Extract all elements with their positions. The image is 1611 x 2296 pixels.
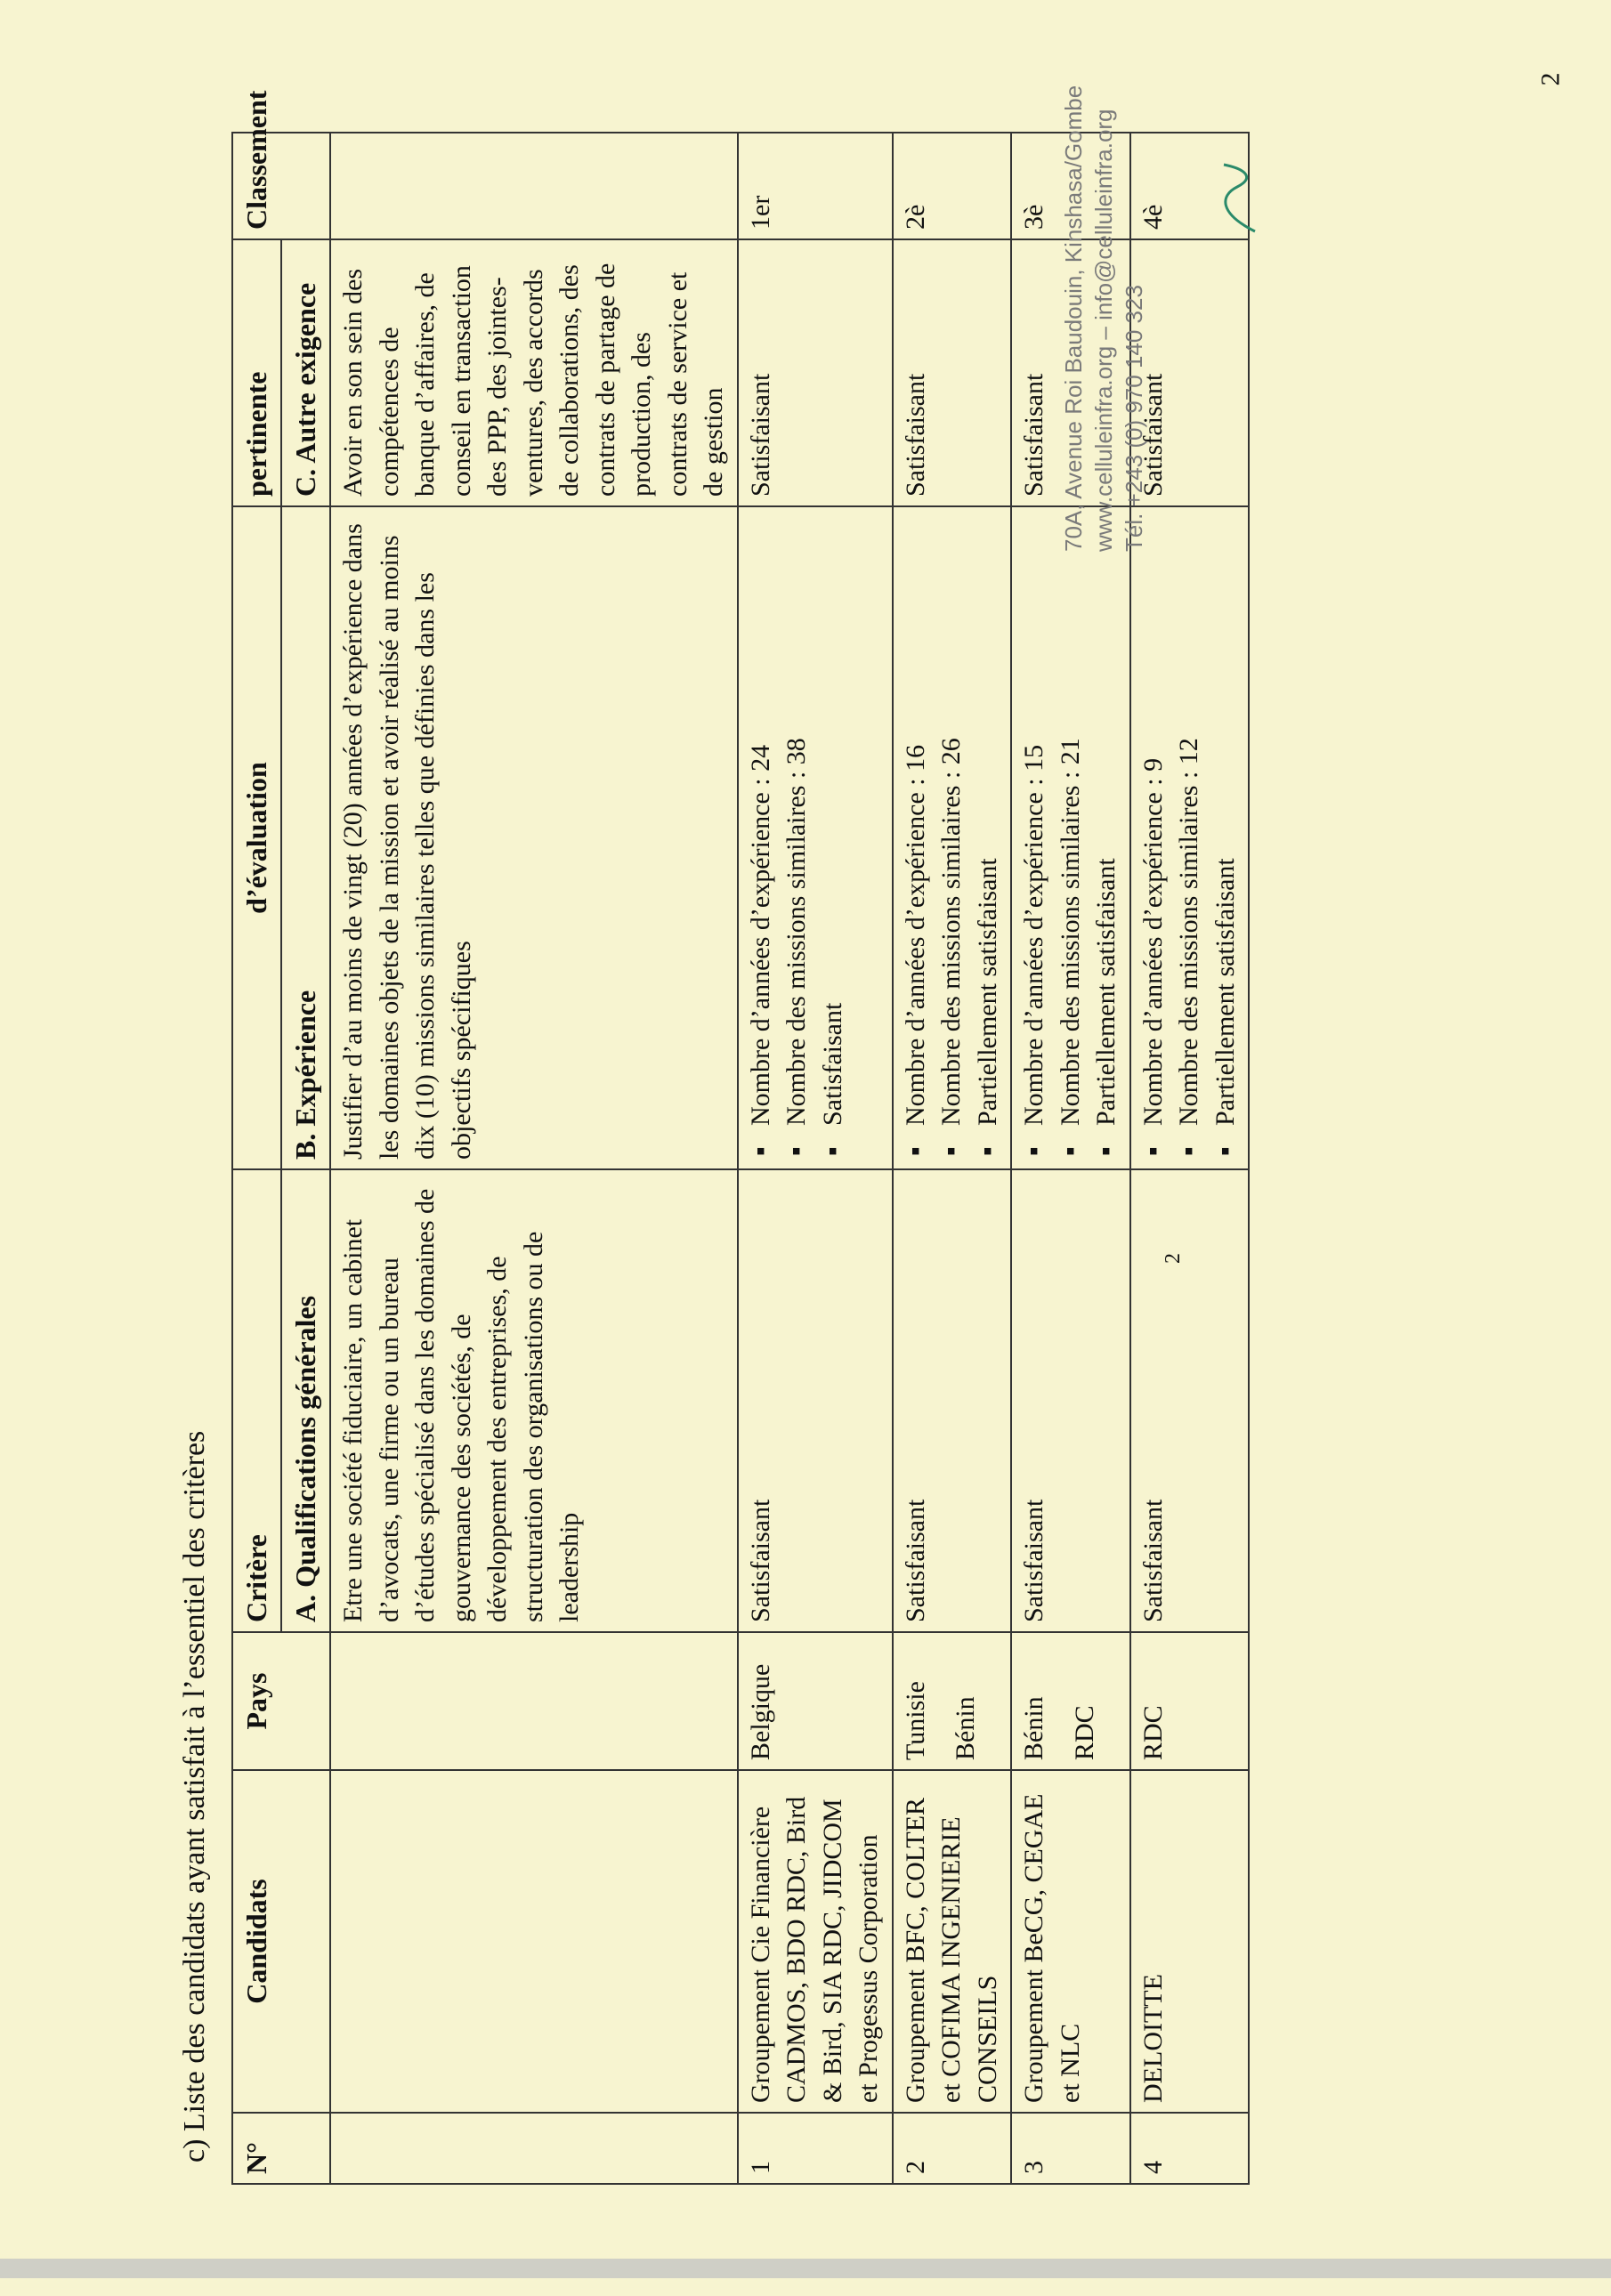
row-no: 4 xyxy=(1130,2113,1250,2184)
row-no: 1 xyxy=(738,2113,893,2184)
criteria-c: Avoir en son sein des compétences de banque d’affaires, de conseil en transaction des PPP, des jointes-ventures, des accords de collaborations, des contrats de partage de production, des contrats de service et de gestion xyxy=(330,239,738,506)
header-evaluation: d’évaluation xyxy=(232,506,281,1169)
row-pays xyxy=(738,1632,893,1770)
partner-logos xyxy=(1219,2225,1611,2278)
signature-mark xyxy=(1210,160,1264,240)
row-a: Satisfaisant xyxy=(1130,1169,1250,1632)
row-no: 3 xyxy=(1011,2113,1130,2184)
page-number-inner: 2 xyxy=(1162,1253,1185,1264)
list-item: ▪ Nombre des missions similaires : 21 xyxy=(1053,516,1089,1160)
list-item: ▪ Satisfaisant xyxy=(815,516,852,1160)
criteria-b: Justifier d’au moins de vingt (20) années d’expérience dans les domaines objets de la mission et avoir réalisé au moins dix (10) missions similaires telles que définies dans les objectifs spécifiques xyxy=(330,506,738,1169)
pays-item: RDC xyxy=(1069,1705,1099,1760)
row-no: 2 xyxy=(893,2113,1012,2184)
footer-phone: Tél. +243 (0) 970 140 323 xyxy=(1120,285,1147,552)
rotated-page xyxy=(62,53,1504,2296)
header-critere: Critère xyxy=(232,1169,281,1632)
list-item: ▪ Nombre d’années d’expérience : 24 xyxy=(743,516,780,1160)
row-pays xyxy=(893,1632,1012,1770)
criteria-pays xyxy=(330,1632,738,1770)
row-candidat: Groupement BFC, COLTER et COFIMA INGENIERIE CONSEILS xyxy=(893,1770,1012,2113)
row-candidat: Groupement BeCG, CEGAE et NLC xyxy=(1011,1770,1130,2113)
header-candidats: Candidats xyxy=(232,1770,330,2113)
row-classement: 4è xyxy=(1130,133,1250,239)
row-b xyxy=(738,506,893,1169)
footer-contact xyxy=(1059,85,1149,552)
header-pertinente: pertinente xyxy=(232,239,281,506)
row-c: Satisfaisant xyxy=(1011,239,1130,506)
row-candidat: DELOITTE xyxy=(1130,1770,1250,2113)
criteria-no xyxy=(330,2113,738,2184)
page-number-top: 2 xyxy=(1535,72,1566,86)
table-caption: c) Liste des candidats ayant satisfait à l’essentiel des critères xyxy=(178,1430,211,2163)
row-c: Satisfaisant xyxy=(1130,239,1250,506)
criteria-classement xyxy=(330,133,738,239)
row-c: Satisfaisant xyxy=(738,239,893,506)
header-classement: Classement xyxy=(232,133,330,239)
list-item: ▪ Nombre d’années d’expérience : 9 xyxy=(1136,516,1172,1160)
row-classement: 2è xyxy=(893,133,1012,239)
header-row-1 xyxy=(232,133,281,2184)
row-pays xyxy=(1011,1632,1130,1770)
pays-item: Bénin xyxy=(951,1696,981,1760)
header-col-a: A. Qualifications générales xyxy=(281,1169,330,1632)
header-col-b: B. Expérience xyxy=(281,506,330,1169)
table-row xyxy=(738,133,893,2184)
row-c: Satisfaisant xyxy=(893,239,1012,506)
list-item: ▪ Nombre des missions similaires : 26 xyxy=(934,516,970,1160)
table-row xyxy=(893,133,1012,2184)
row-b xyxy=(1130,506,1250,1169)
row-a: Satisfaisant xyxy=(1011,1169,1130,1632)
row-classement: 1er xyxy=(738,133,893,239)
list-item: ▪ Nombre des missions similaires : 38 xyxy=(779,516,815,1160)
logos-strip xyxy=(1219,2225,1611,2278)
row-b xyxy=(893,506,1012,1169)
row-a: Satisfaisant xyxy=(738,1169,893,1632)
row-b xyxy=(1011,506,1130,1169)
row-pays xyxy=(1130,1632,1250,1770)
list-item: ▪ Nombre des missions similaires : 12 xyxy=(1171,516,1208,1160)
list-item: ▪ Partiellement satisfaisant xyxy=(1208,516,1244,1160)
header-no: N° xyxy=(232,2113,330,2184)
criteria-a: Etre une société fiduciaire, un cabinet d’avocats, une firme ou un bureau d’études spécialisé dans les domaines de gouvernance des sociétés, de développement des entreprises, de structuration des organisations ou de leadership xyxy=(330,1169,738,1632)
pays-item: Belgique xyxy=(745,1663,775,1760)
pays-item: RDC xyxy=(1137,1705,1168,1760)
list-item: ▪ Partiellement satisfaisant xyxy=(970,516,1007,1160)
footer-web-email: www.celluleinfra.org – info@celluleinfra.org xyxy=(1089,109,1117,552)
list-item: ▪ Nombre d’années d’expérience : 15 xyxy=(1016,516,1053,1160)
pays-item: Tunisie xyxy=(900,1681,930,1760)
criteria-candidat xyxy=(330,1770,738,2113)
pays-item: Bénin xyxy=(1019,1696,1049,1760)
list-item: ▪ Partiellement satisfaisant xyxy=(1089,516,1125,1160)
footer-address: 70A, Avenue Roi Baudouin, Kinshasa/Gombe xyxy=(1060,85,1087,552)
list-item: ▪ Nombre d’années d’expérience : 16 xyxy=(898,516,935,1160)
criteria-row xyxy=(330,133,738,2184)
row-candidat: Groupement Cie Financière CADMOS, BDO RDC, Bird & Bird, SIA RDC, JIDCOM et Progessus Corporation xyxy=(738,1770,893,2113)
row-classement: 3è xyxy=(1011,133,1130,239)
row-a: Satisfaisant xyxy=(893,1169,1012,1632)
header-col-c: C. Autre exigence xyxy=(281,239,330,506)
header-pays: Pays xyxy=(232,1632,330,1770)
